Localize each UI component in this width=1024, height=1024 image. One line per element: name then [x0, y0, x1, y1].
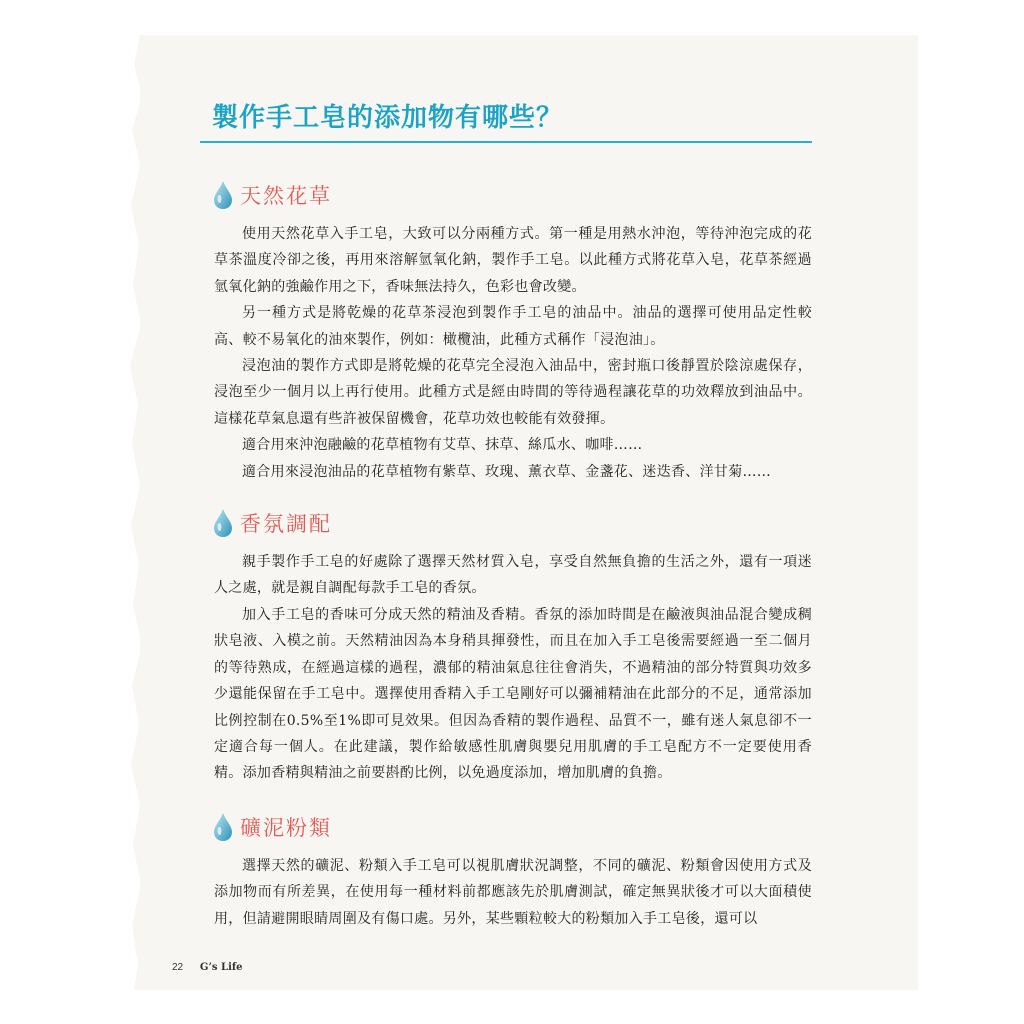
paragraph: 適合用來沖泡融鹼的花草植物有艾草、抹草、絲瓜水、咖啡…… [242, 437, 643, 454]
water-drop-icon [212, 508, 234, 538]
brand-logo: G’s Life [199, 962, 243, 973]
section-clay-powders [200, 809, 812, 932]
section-title: 礦泥粉類 [240, 815, 332, 840]
water-drop-icon [212, 180, 234, 210]
paragraph: 使用天然花草入手工皂，大致可以分兩種方式。第一種是用熱水沖泡，等待沖泡完成的花草茶溫度冷卻之後，再用來溶解氫氧化鈉，製作手工皂。以此種方式將花草入皂，花草茶經過氫氧化鈉的強鹼作用之下，香味無法持久，色彩也會改變。 [214, 226, 812, 295]
paragraph: 親手製作手工皂的好處除了選擇天然材質入皂，享受自然無負擔的生活之外，還有一項迷人之處，就是親自調配每款手工皂的香氛。 [214, 554, 812, 597]
paragraph: 加入手工皂的香味可分成天然的精油及香精。香氛的添加時間是在鹼液與油品混合變成稠狀皂液、入模之前。天然精油因為本身稍具揮發性，而且在加入手工皂後需要經過一至二個月的等待熟成，在經過這樣的過程，濃郁的精油氣息往往會消失，不過精油的部分特質與功效多少還能保留在手工皂中。選擇使用香精入手工皂剛好可以彌補精油在此部分的不足，通常添加比例控制在0.5%至1%即可見效果。但因為香精的製作過程、品質不一，雖有迷人氣息卻不一定適合每一個人。在此建議，製作給敏感性肌膚與嬰兒用肌膚的手工皂配方不一定要使用香精。添加香精與精油之前要斟酌比例，以免過度添加，增加肌膚的負擔。 [214, 606, 812, 782]
paragraph: 選擇天然的礦泥、粉類入手工皂可以視肌膚狀況調整，不同的礦泥、粉類會因使用方式及添加物而有所差異，在使用每一種材料前都應該先於肌膚測試，確定無異狀後才可以大面積使用，但請避開眼睛周圍及有傷口處。另外，某些顆粒較大的粉類加入手工皂後，還可以 [214, 857, 812, 927]
article [200, 95, 812, 932]
water-drop-icon [212, 812, 234, 842]
paragraph: 適合用來浸泡油品的花草植物有紫草、玫瑰、薰衣草、金盞花、迷迭香、洋甘菊…… [242, 463, 772, 480]
section-header [212, 505, 812, 541]
paragraph: 另一種方式是將乾燥的花草茶浸泡到製作手工皂的油品中。油品的選擇可使用品定性較高、較不易氧化的油來製作，例如：橄欖油，此種方式稱作「浸泡油」。 [214, 305, 812, 348]
paragraph: 浸泡油的製作方式即是將乾燥的花草完全浸泡入油品中，密封瓶口後靜置於陰涼處保存，浸泡至少一個月以上再行使用。此種方式是經由時間的等待過程讓花草的功效釋放到油品中。這樣花草氣息還有些許被保留機會，花草功效也較能有效發揮。 [214, 358, 812, 427]
section-header [212, 177, 812, 213]
page-title: 製作手工皂的添加物有哪些？ [212, 103, 564, 133]
page-number: 22 [172, 962, 184, 973]
section-header [212, 809, 812, 845]
page-footer [172, 962, 243, 973]
title-divider [200, 141, 812, 143]
torn-edge [128, 35, 152, 990]
section-natural-herbs [200, 177, 812, 485]
section-fragrance [200, 505, 812, 787]
section-title: 香氛調配 [240, 512, 332, 537]
section-title: 天然花草 [240, 184, 332, 208]
